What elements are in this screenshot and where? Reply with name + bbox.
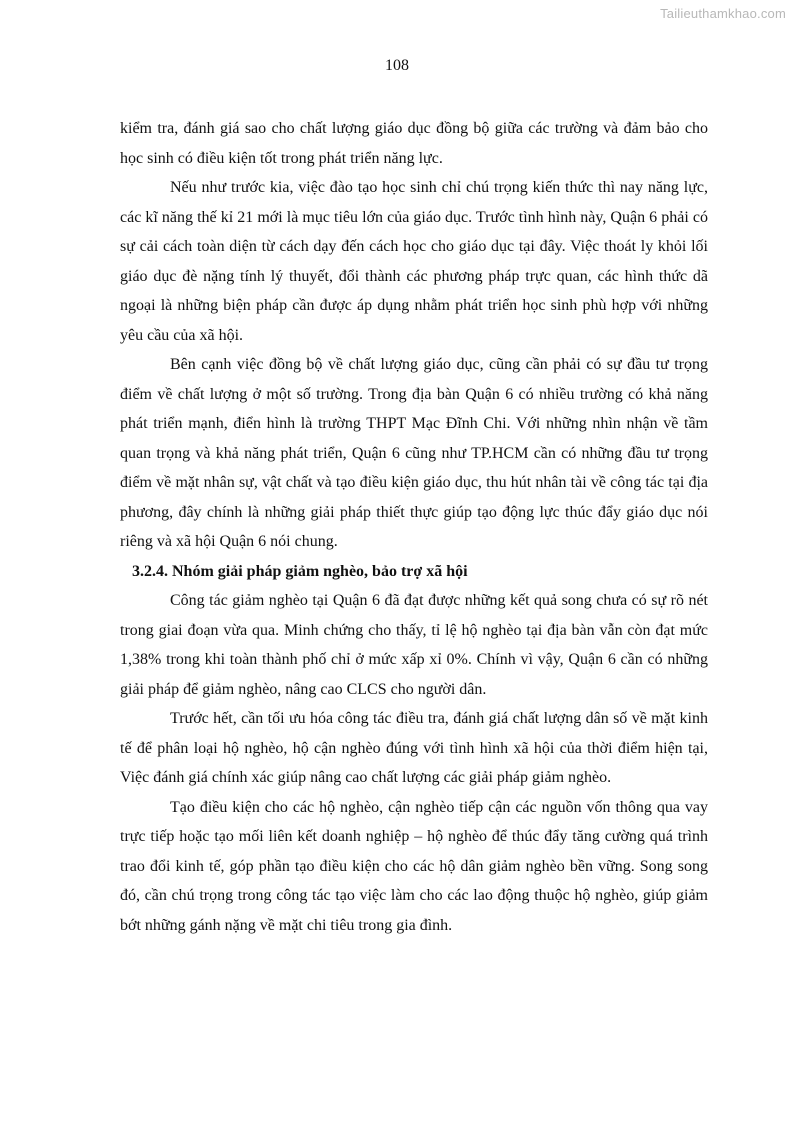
paragraph-poverty-capital: Tạo điều kiện cho các hộ nghèo, cận nghèo tiếp cận các nguồn vốn thông qua vay trực tiếp hoặc tạo mối liên kết doanh nghiệp – hộ nghèo để thúc đẩy tăng cường quá trình trao đổi kinh tế, góp phần tạo điều kiện cho các hộ dân giảm nghèo bền vững. Song song đó, cần chú trọng trong công tác tạo việc làm cho các lao động thuộc hộ nghèo, giúp giảm bớt những gánh nặng về mặt chi tiêu trong gia đình. [120,798,708,934]
paragraph-poverty-survey: Trước hết, cần tối ưu hóa công tác điều tra, đánh giá chất lượng dân số về mặt kinh tế để phân loại hộ nghèo, hộ cận nghèo đúng với tình hình xã hội của thời điểm hiện tại, Việc đánh giá chính xác giúp nâng cao chất lượng các giải pháp giảm nghèo. [120,710,708,786]
watermark: Tailieuthamkhao.com [660,6,786,21]
paragraph-school-investment: Bên cạnh việc đồng bộ về chất lượng giáo dục, cũng cần phải có sự đầu tư trọng điểm về chất lượng ở một số trường. Trong địa bàn Quận 6 có nhiều trường có khả năng phát triển mạnh, điển hình là trường THPT Mạc Đĩnh Chi. Với những nhìn nhận về tầm quan trọng và khả năng phát triển, Quận 6 cũng như TP.HCM cần có những đầu tư trọng điểm về mặt nhân sự, vật chất và tạo điều kiện giáo dục, thu hút nhân tài về công tác tại địa phương, đây chính là những giải pháp thiết thực giúp tạo động lực thúc đẩy giáo dục nói riêng và xã hội Quận 6 nói chung. [120,356,708,550]
paragraph-poverty-results: Công tác giảm nghèo tại Quận 6 đã đạt được những kết quả song chưa có sự rõ nét trong giai đoạn vừa qua. Minh chứng cho thấy, tỉ lệ hộ nghèo tại địa bàn vẫn còn đạt mức 1,38% trong khi toàn thành phố chỉ ở mức xấp xỉ 0%. Chính vì vậy, Quận 6 cần có những giải pháp để giảm nghèo, nâng cao CLCS cho người dân. [120,592,708,698]
document-body [120,114,708,940]
paragraph-skills-education: Nếu như trước kia, việc đào tạo học sinh chỉ chú trọng kiến thức thì nay năng lực, các kĩ năng thế kỉ 21 mới là mục tiêu lớn của giáo dục. Trước tình hình này, Quận 6 phải có sự cải cách toàn diện từ cách dạy đến cách học cho giáo dục tại đây. Việc thoát ly khỏi lối giáo dục đè nặng tính lý thuyết, đổi thành các phương pháp trực quan, các hình thức dã ngoại là những biện pháp cần được áp dụng nhằm phát triển học sinh phù hợp với những yêu cầu của xã hội. [120,179,708,344]
page-number: 108 [385,57,409,74]
paragraph-continuation: kiểm tra, đánh giá sao cho chất lượng giáo dục đồng bộ giữa các trường và đảm bảo cho học sinh có điều kiện tốt trong phát triển năng lực. [120,120,708,167]
section-heading-3-2-4: 3.2.4. Nhóm giải pháp giảm nghèo, bảo trợ xã hội [132,562,468,580]
